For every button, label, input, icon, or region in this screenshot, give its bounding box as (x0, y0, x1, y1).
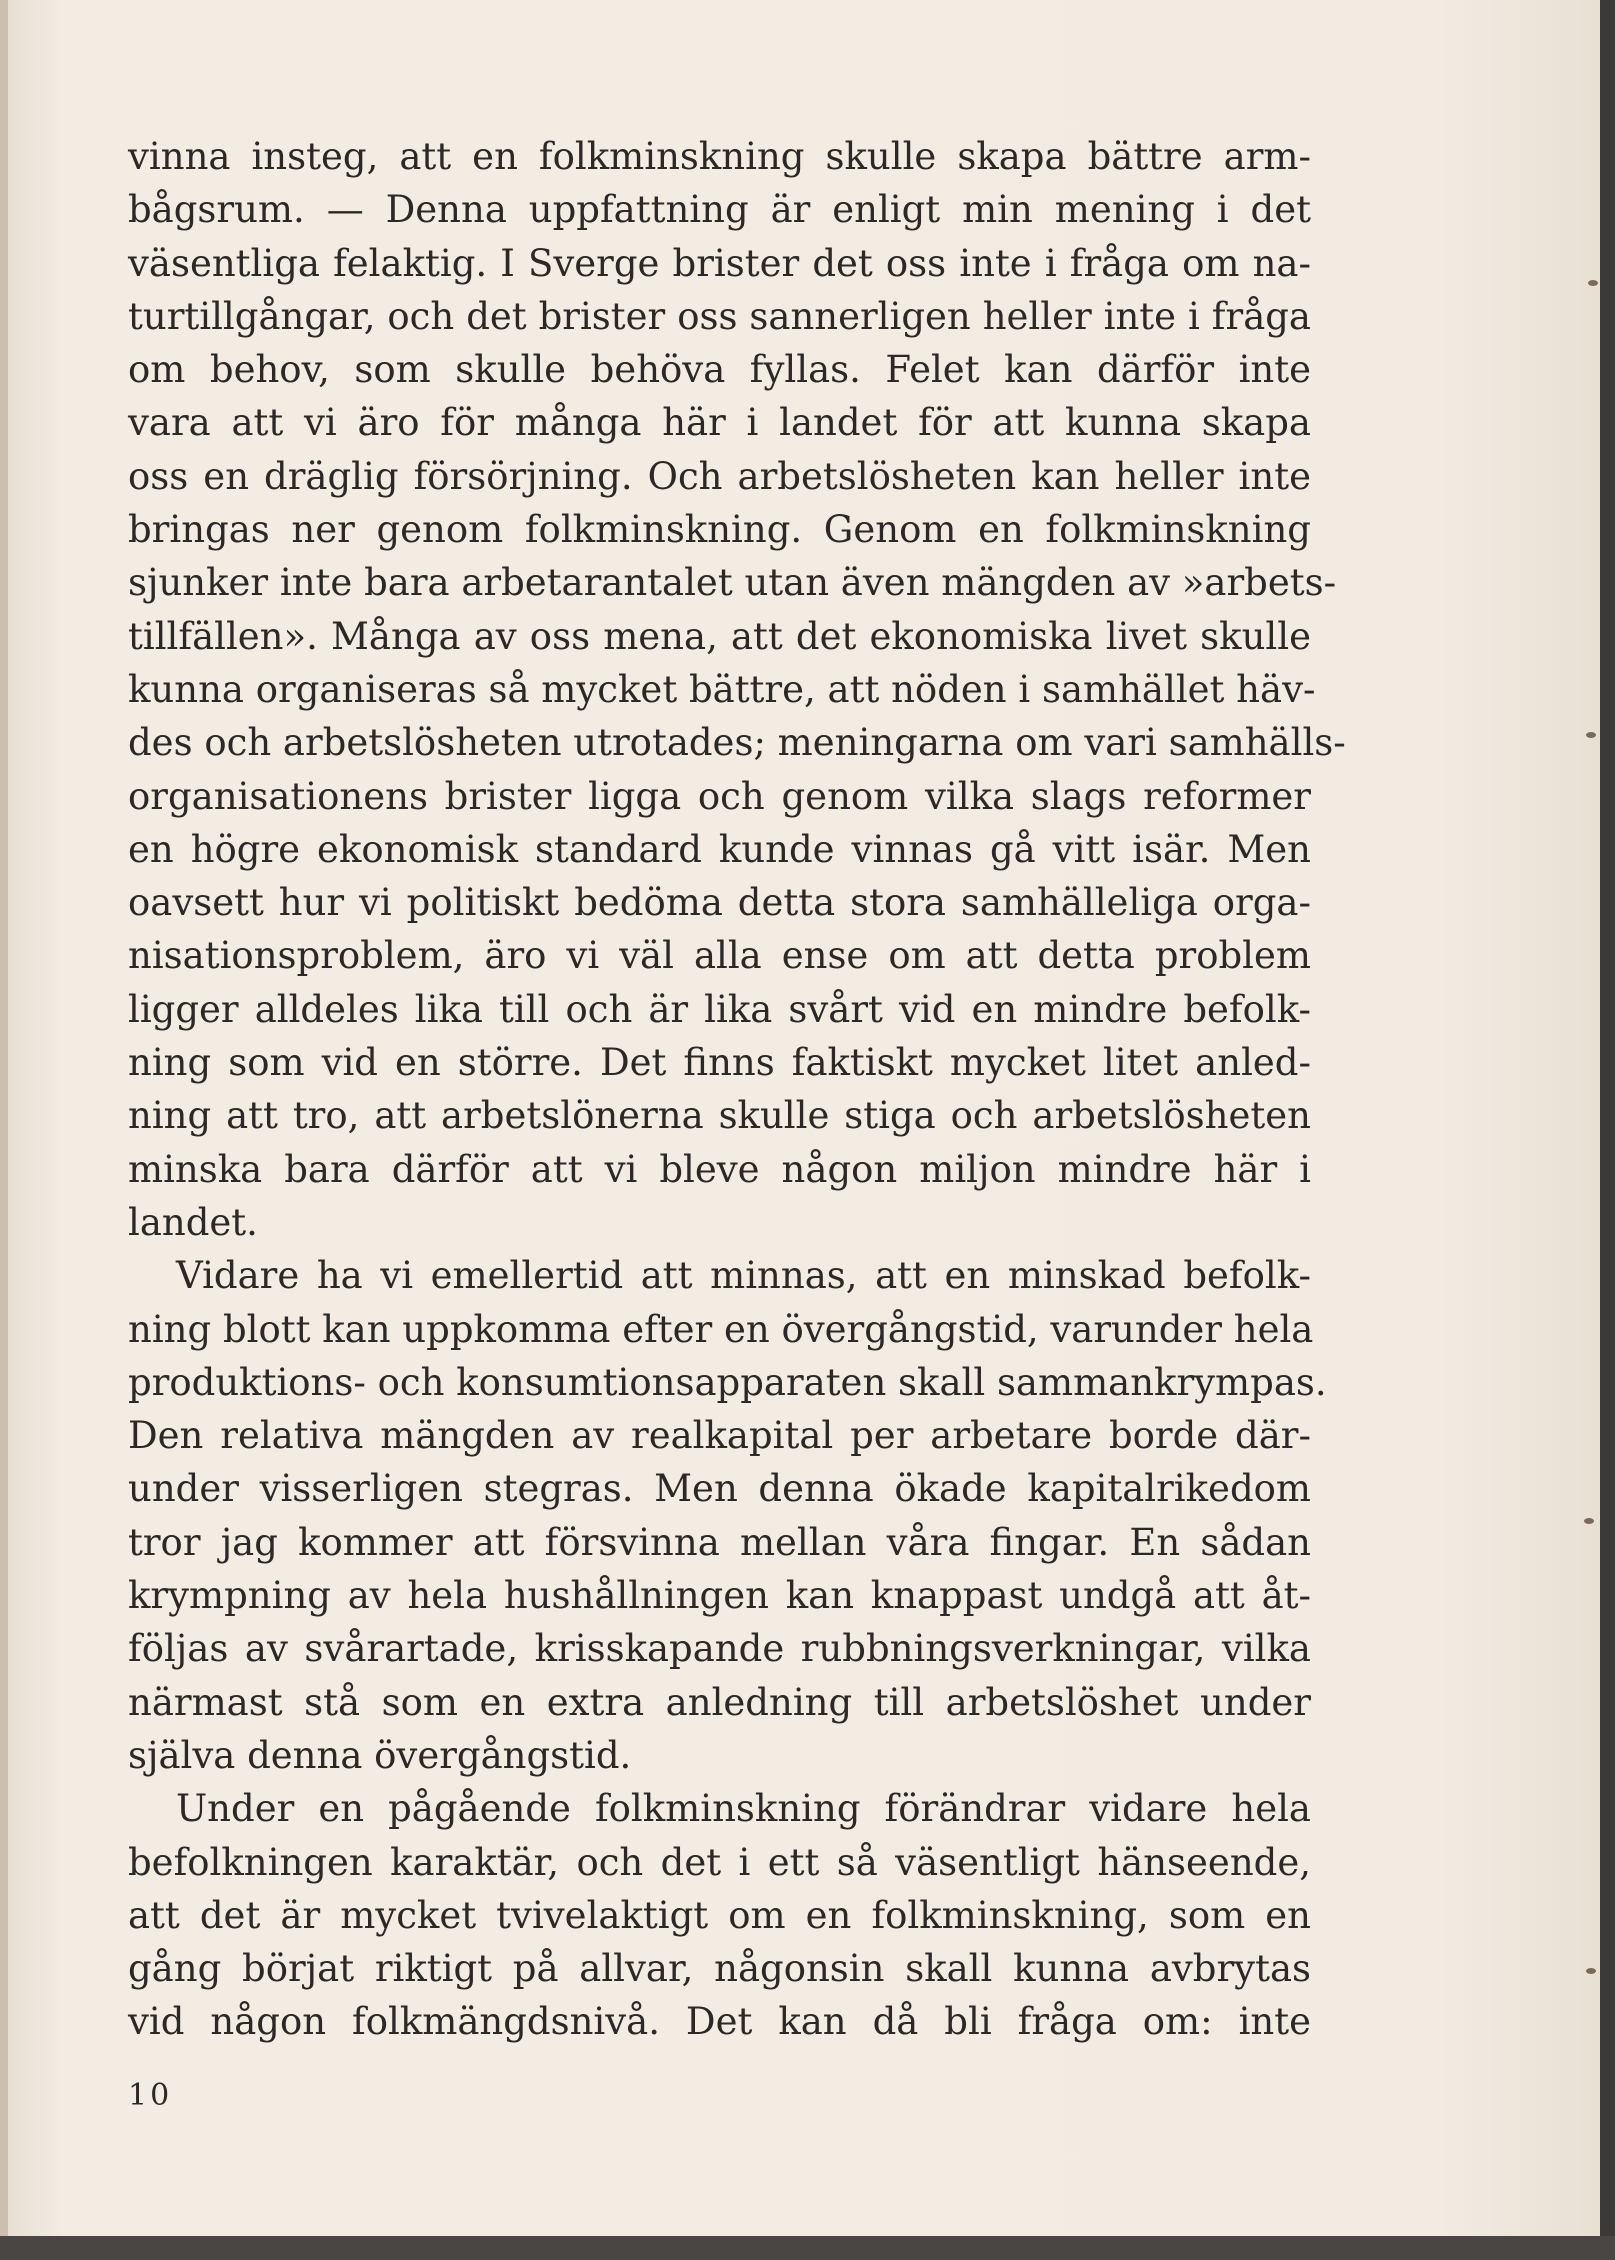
text-line: att det är mycket tvivelaktigt om en folkminskning, som en (128, 1893, 1311, 1937)
text-line: under visserligen stegras. Men denna ökade kapitalrikedom (128, 1467, 1311, 1511)
text-line: organisationens brister ligga och genom vilka slags reformer (128, 774, 1311, 818)
text-line: Den relativa mängden av realkapital per arbetare borde där- (128, 1414, 1311, 1458)
paper-speck (1586, 1968, 1596, 1974)
text-line: nisationsproblem, äro vi väl alla ense om att detta problem (128, 934, 1311, 978)
text-line: ning som vid en större. Det finns faktiskt mycket litet anled- (128, 1041, 1311, 1085)
text-line: minska bara därför att vi bleve någon miljon mindre här i (128, 1147, 1311, 1191)
text-line: oss en dräglig försörjning. Och arbetslösheten kan heller inte (128, 454, 1311, 498)
text-line: sjunker inte bara arbetarantalet utan även mängden av »arbets- (128, 561, 1337, 605)
text-line: om behov, som skulle behöva fyllas. Felet kan därför inte (128, 348, 1311, 392)
text-line: vid någon folkmängdsnivå. Det kan då bli fråga om: inte (128, 2000, 1311, 2044)
text-line: bringas ner genom folkminskning. Genom en folkminskning (128, 508, 1311, 552)
text-line: Under en pågående folkminskning förändrar vidare hela (176, 1787, 1311, 1831)
paper-speck (1584, 1518, 1594, 1524)
text-line: oavsett hur vi politiskt bedöma detta stora samhälleliga orga- (128, 881, 1311, 925)
text-line: Vidare ha vi emellertid att minnas, att en minskad befolk- (176, 1254, 1311, 1298)
text-line: produktions- och konsumtionsapparaten skall sammankrympas. (128, 1360, 1327, 1404)
page-number: 10 (128, 2078, 173, 2113)
text-line: krympning av hela hushållningen kan knappast undgå att åt- (128, 1574, 1311, 1618)
text-line: en högre ekonomisk standard kunde vinnas gå vitt isär. Men (128, 827, 1311, 871)
page-edge (0, 0, 8, 2236)
text-line: själva denna övergångstid. (128, 1733, 632, 1777)
text-line: landet. (128, 1200, 258, 1244)
paper-speck (1586, 732, 1596, 738)
text-line: befolkningen karaktär, och det i ett så väsentligt hänseende, (128, 1840, 1311, 1884)
text-line: gång börjat riktigt på allvar, någonsin skall kunna avbrytas (128, 1947, 1311, 1991)
body-text (128, 130, 1346, 2049)
text-line: ligger alldeles lika till och är lika svårt vid en mindre befolk- (128, 987, 1311, 1031)
text-line: turtillgångar, och det brister oss sannerligen heller inte i fråga (128, 294, 1311, 338)
text-line: närmast stå som en extra anledning till arbetslöshet under (128, 1680, 1311, 1724)
paper-speck (1588, 280, 1598, 286)
text-line: kunna organiseras så mycket bättre, att nöden i samhället häv- (128, 667, 1316, 711)
text-line: vara att vi äro för många här i landet för att kunna skapa (128, 401, 1311, 445)
text-line: tillfällen». Många av oss mena, att det ekonomiska livet skulle (128, 614, 1311, 658)
text-line: följas av svårartade, krisskapande rubbningsverkningar, vilka (128, 1627, 1311, 1671)
text-line: tror jag kommer att försvinna mellan våra fingar. En sådan (128, 1520, 1311, 1564)
text-line: bågsrum. — Denna uppfattning är enligt min mening i det (128, 188, 1311, 232)
text-line: vinna insteg, att en folkminskning skulle skapa bättre arm- (128, 135, 1311, 178)
text-line: des och arbetslösheten utrotades; meningarna om vari samhälls- (128, 721, 1346, 765)
scan-background (0, 2236, 1615, 2260)
text-line: ning att tro, att arbetslönerna skulle stiga och arbetslösheten (128, 1094, 1311, 1138)
text-line: väsentliga felaktig. I Sverge brister det oss inte i fråga om na- (128, 241, 1311, 285)
text-line: ning blott kan uppkomma efter en övergångstid, varunder hela (128, 1307, 1314, 1351)
